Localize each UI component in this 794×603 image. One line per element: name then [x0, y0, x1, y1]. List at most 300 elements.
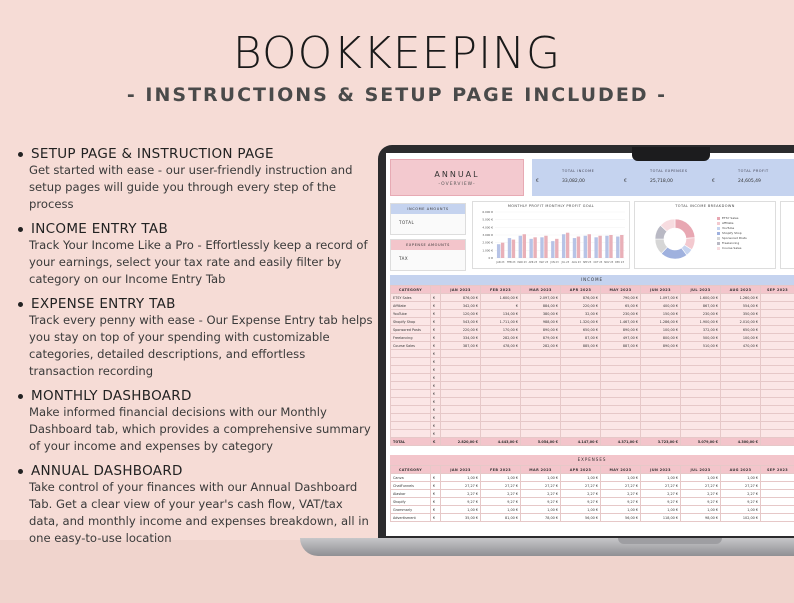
table-cell: 1,00 € [521, 474, 561, 482]
table-cell: 650,00 € [721, 326, 761, 334]
table-cell [441, 422, 481, 430]
table-cell [761, 302, 794, 310]
table-row-empty [391, 398, 794, 406]
y-tick-label: 2.000 € [482, 240, 493, 245]
column-header: MAR 2023 [521, 466, 561, 474]
table-cell: 2,27 € [601, 490, 641, 498]
table-cell: 27,27 € [561, 482, 601, 490]
table-cell: 2,27 € [441, 490, 481, 498]
legend-item [717, 236, 747, 240]
bar-1-6 [566, 233, 569, 258]
table-cell: 27,27 € [481, 482, 521, 490]
bullet-icon [18, 394, 23, 399]
table-cell: € [431, 326, 441, 334]
table-cell [641, 366, 681, 374]
bar-1-0 [501, 243, 504, 258]
table-cell: 650,00 € [561, 326, 601, 334]
table-cell: 2,27 € [721, 490, 761, 498]
table-cell: 230,00 € [601, 310, 641, 318]
table-cell [721, 374, 761, 382]
x-tick-label: NOV 23 [604, 261, 614, 264]
bar-1-8 [588, 234, 591, 258]
table-cell: 1.900,00 € [681, 318, 721, 326]
table-cell: 867,00 € [681, 302, 721, 310]
table-cell [681, 414, 721, 422]
table-cell: € [431, 342, 441, 350]
y-tick-label: 3.000 € [482, 233, 493, 237]
table-row-empty [391, 414, 794, 422]
column-header [431, 466, 441, 474]
table-cell: 470,00 € [721, 342, 761, 350]
table-cell: 876,00 € [561, 294, 601, 302]
table-cell: 120,00 € [441, 310, 481, 318]
table-cell: 500,00 € [681, 334, 721, 342]
table-cell [721, 422, 761, 430]
x-tick-label: MAR 23 [517, 261, 527, 264]
x-tick-label: DEC 23 [615, 261, 624, 264]
table-cell: 1,00 € [441, 506, 481, 514]
column-header: JUN 2023 [641, 286, 681, 294]
table-cell: 27,27 € [601, 482, 641, 490]
legend-item [717, 231, 742, 235]
legend-item [717, 241, 739, 245]
table-cell: 879,00 € [521, 334, 561, 342]
bar-0-2 [519, 236, 522, 258]
y-tick-label: 5.000 € [482, 217, 493, 222]
y-tick-label: 4.000 € [482, 225, 493, 230]
bar-0-4 [540, 237, 543, 258]
table-cell: 1,00 € [481, 506, 521, 514]
table-cell: Course Sales [391, 342, 431, 350]
table-cell: 56,00 € [561, 514, 601, 522]
table-cell [721, 358, 761, 366]
table-cell [441, 430, 481, 438]
table-cell: € [431, 310, 441, 318]
table-cell [521, 398, 561, 406]
table-cell [561, 350, 601, 358]
table-cell [521, 406, 561, 414]
table-cell: 1.600,00 € [481, 294, 521, 302]
table-cell [481, 398, 521, 406]
table-cell [761, 430, 794, 438]
table-cell [601, 382, 641, 390]
feature-title: SETUP PAGE & INSTRUCTION PAGE [31, 146, 274, 162]
table-cell [761, 506, 794, 514]
table-cell: 790,00 € [601, 294, 641, 302]
column-header: AUG 2023 [721, 286, 761, 294]
column-header: JUL 2023 [681, 466, 721, 474]
table-cell: 9,27 € [481, 498, 521, 506]
table-cell: 282,00 € [481, 334, 521, 342]
table-cell [601, 350, 641, 358]
legend-label: Course Sales [722, 246, 742, 250]
donut-chart-svg [637, 209, 717, 269]
feature-description: Get started with ease - our user-friendly instruction and setup pages will guide you through every step of the process [29, 163, 353, 211]
table-cell [721, 366, 761, 374]
table-cell [481, 390, 521, 398]
bar-0-7 [573, 238, 576, 258]
table-cell [601, 374, 641, 382]
table-cell [641, 430, 681, 438]
table-cell: 98,00 € [681, 514, 721, 522]
table-cell [601, 422, 641, 430]
table-cell: 2,27 € [481, 490, 521, 498]
table-cell [761, 294, 794, 302]
y-tick-label: 6.000 € [482, 210, 493, 214]
table-row [391, 318, 794, 326]
income-breakdown-chart [634, 201, 776, 269]
table-row [391, 302, 794, 310]
table-cell: 27,27 € [521, 482, 561, 490]
table-cell [641, 398, 681, 406]
column-header: JAN 2023 [441, 286, 481, 294]
table-cell [721, 414, 761, 422]
expense-amounts-head: EXPENSE AMOUNTS [391, 240, 465, 250]
column-header: FEB 2023 [481, 466, 521, 474]
table-cell: 230,00 € [681, 310, 721, 318]
table-cell [561, 374, 601, 382]
table-cell: 150,00 € [641, 310, 681, 318]
table-row [391, 294, 794, 302]
table-cell [481, 358, 521, 366]
table-cell: Sponsored Posts [391, 326, 431, 334]
table-cell: 282,00 € [521, 342, 561, 350]
table-cell [721, 406, 761, 414]
table-cell: 1.467,00 € [601, 318, 641, 326]
x-tick-label: JAN 23 [496, 261, 505, 264]
x-tick-label: JUN 23 [550, 261, 559, 264]
table-cell [441, 366, 481, 374]
legend-label: Shopify Shop [722, 231, 742, 235]
y-tick-label: 1.000 € [482, 248, 493, 253]
column-header: JUL 2023 [681, 286, 721, 294]
table-cell [761, 482, 794, 490]
table-cell: 5.054,00 € [521, 438, 561, 446]
table-row [391, 506, 794, 514]
table-cell [521, 350, 561, 358]
table-cell [641, 374, 681, 382]
table-cell: € [431, 422, 441, 430]
column-header: CATEGORY [391, 466, 431, 474]
table-row [391, 474, 794, 482]
table-cell: 334,00 € [441, 334, 481, 342]
column-header: AUG 2023 [721, 466, 761, 474]
bar-1-11 [620, 235, 623, 258]
table-cell: 400,00 € [641, 302, 681, 310]
x-tick-label: SEP 23 [582, 261, 592, 264]
table-cell: 988,00 € [521, 318, 561, 326]
feature-description: Take control of your finances with our Annual Dashboard Tab. Get a clear view of your year's cash flow, VAT/tax data, and monthly income and expenses breakdown, all in one easy-to-use location [29, 480, 369, 545]
table-cell [761, 406, 794, 414]
table-cell: 4.371,00 € [601, 438, 641, 446]
table-cell [761, 382, 794, 390]
table-cell: Shopify Shop [391, 318, 431, 326]
table-cell: € [431, 498, 441, 506]
table-row [391, 334, 794, 342]
camera-notch [632, 147, 710, 161]
legend-swatch [717, 217, 720, 220]
legend-swatch [717, 242, 720, 245]
table-cell: € [431, 482, 441, 490]
table-cell: € [431, 334, 441, 342]
column-header: APR 2023 [561, 466, 601, 474]
table-cell [761, 342, 794, 350]
table-cell: € [431, 474, 441, 482]
table-cell [521, 390, 561, 398]
table-cell: YouTube [391, 310, 431, 318]
income-amounts-head: INCOME AMOUNTS [391, 204, 465, 214]
table-row-empty [391, 382, 794, 390]
table-cell: 1,00 € [681, 506, 721, 514]
feature-description: Make informed financial decisions with our Monthly Dashboard tab, which provides a comprehensive summary of your income and expenses by category [29, 405, 371, 453]
table-cell: 2.010,00 € [721, 318, 761, 326]
table-cell [561, 398, 601, 406]
table-cell [441, 350, 481, 358]
column-header: JUN 2023 [641, 466, 681, 474]
table-cell: Alaskar [391, 490, 431, 498]
table-cell: 9,27 € [641, 498, 681, 506]
table-cell [681, 390, 721, 398]
table-cell [641, 414, 681, 422]
table-cell: € [431, 350, 441, 358]
table-cell: 1,00 € [561, 506, 601, 514]
table-row [391, 482, 794, 490]
table-cell [761, 398, 794, 406]
feature-title: ANNUAL DASHBOARD [31, 463, 183, 479]
kpi-currency: € [712, 179, 715, 184]
table-cell [481, 430, 521, 438]
table-cell: 1.600,00 € [681, 294, 721, 302]
table-row [391, 514, 794, 522]
feature-income-entry [18, 221, 373, 288]
table-cell: 1,00 € [721, 506, 761, 514]
table-cell [441, 382, 481, 390]
table-cell: € [431, 374, 441, 382]
table-cell: 27,27 € [721, 482, 761, 490]
table-row [391, 310, 794, 318]
table-cell: 56,00 € [601, 514, 641, 522]
expenses-section-header: EXPENSES [390, 455, 794, 465]
expenses-table [390, 465, 794, 522]
table-cell [761, 422, 794, 430]
chart-title: MONTHLY PROFIT MONTHLY PROFIT GOAL [507, 204, 595, 208]
table-row-empty [391, 430, 794, 438]
table-cell: 380,00 € [521, 310, 561, 318]
table-cell [681, 422, 721, 430]
bar-1-4 [544, 236, 547, 258]
table-cell: 4.147,00 € [561, 438, 601, 446]
table-cell [561, 358, 601, 366]
table-cell: 3.723,00 € [641, 438, 681, 446]
table-cell [761, 310, 794, 318]
table-cell [721, 350, 761, 358]
table-cell [601, 430, 641, 438]
page-subtitle: - INSTRUCTIONS & SETUP PAGE INCLUDED - [126, 84, 668, 106]
table-cell: 1,00 € [641, 474, 681, 482]
x-tick-label: AUG 23 [571, 261, 581, 264]
table-cell [641, 422, 681, 430]
table-cell [601, 406, 641, 414]
legend-label: ETSY Sales [722, 216, 739, 220]
feature-annual-dashboard [18, 463, 373, 547]
table-cell: 102,00 € [721, 514, 761, 522]
table-cell [481, 374, 521, 382]
table-cell [391, 430, 431, 438]
x-tick-label: FEB 23 [507, 261, 516, 264]
table-cell [681, 350, 721, 358]
table-cell: € [431, 366, 441, 374]
table-row [391, 490, 794, 498]
bar-0-6 [562, 234, 565, 258]
table-cell: Grammarly [391, 506, 431, 514]
table-cell [761, 326, 794, 334]
table-row-empty [391, 390, 794, 398]
annual-subtitle: -OVERVIEW- [438, 182, 476, 187]
table-cell: 220,00 € [561, 302, 601, 310]
legend-label: Sponsored Posts [722, 236, 747, 240]
table-cell: ChatFunnels [391, 482, 431, 490]
table-cell: € [431, 406, 441, 414]
table-cell: 2.820,00 € [441, 438, 481, 446]
table-cell: 1,00 € [721, 474, 761, 482]
table-cell [761, 490, 794, 498]
table-cell: € [431, 398, 441, 406]
table-cell [391, 422, 431, 430]
table-cell: Affiliate [391, 302, 431, 310]
table-cell: 2,27 € [641, 490, 681, 498]
bar-0-11 [616, 237, 619, 258]
table-cell [761, 438, 794, 446]
feature-monthly-dashboard [18, 388, 373, 455]
legend-label: Affiliate [722, 221, 734, 225]
table-cell [681, 430, 721, 438]
income-section-header: INCOME [390, 275, 794, 285]
table-cell [681, 358, 721, 366]
table-cell [681, 366, 721, 374]
table-row [391, 498, 794, 506]
table-cell: 32,00 € [561, 310, 601, 318]
table-cell: 170,00 € [481, 326, 521, 334]
bar-0-9 [594, 237, 597, 258]
table-cell: Canva [391, 474, 431, 482]
bar-chart-svg [473, 202, 629, 268]
table-cell [391, 366, 431, 374]
table-cell: 118,00 € [641, 514, 681, 522]
table-cell: 350,00 € [721, 310, 761, 318]
legend-swatch [717, 227, 720, 230]
table-cell: 884,00 € [521, 302, 561, 310]
table-cell [761, 414, 794, 422]
table-cell: 5.079,00 € [681, 438, 721, 446]
bar-0-1 [508, 238, 511, 258]
kpi-value: 25,718,00 [650, 179, 673, 184]
table-cell [761, 374, 794, 382]
table-cell: 1.711,00 € [481, 318, 521, 326]
table-cell: 9,27 € [721, 498, 761, 506]
legend-swatch [717, 232, 720, 235]
table-cell: € [431, 438, 441, 446]
table-header-row [391, 286, 794, 294]
table-cell: 1,00 € [521, 506, 561, 514]
kpi-total-profit [708, 159, 794, 196]
bar-0-3 [529, 239, 532, 258]
legend-item [717, 246, 741, 250]
table-cell [441, 398, 481, 406]
table-cell [601, 414, 641, 422]
kpi-label: TOTAL INCOME [562, 169, 595, 173]
table-cell: 1,00 € [601, 474, 641, 482]
table-cell [391, 374, 431, 382]
table-cell: TOTAL [391, 438, 431, 446]
feature-title: INCOME ENTRY TAB [31, 221, 169, 237]
table-cell [761, 318, 794, 326]
table-cell: 27,27 € [641, 482, 681, 490]
x-tick-label: JUL 23 [561, 261, 570, 264]
income-table [390, 285, 794, 446]
table-cell: € [431, 390, 441, 398]
feature-list [18, 146, 373, 555]
table-cell: € [431, 430, 441, 438]
table-cell [521, 414, 561, 422]
laptop-screen [386, 153, 794, 536]
table-cell [721, 398, 761, 406]
y-tick-label: 0 € [488, 256, 493, 260]
table-cell: 2,27 € [681, 490, 721, 498]
table-cell [641, 382, 681, 390]
table-cell [561, 406, 601, 414]
table-cell [641, 350, 681, 358]
table-cell [601, 398, 641, 406]
table-cell: € [431, 514, 441, 522]
donut-slice-0 [675, 219, 695, 238]
column-header [431, 286, 441, 294]
table-cell: 87,00 € [561, 334, 601, 342]
table-cell: 9,27 € [561, 498, 601, 506]
table-cell: 1.320,00 € [561, 318, 601, 326]
table-cell: 9,27 € [681, 498, 721, 506]
table-cell [481, 422, 521, 430]
table-row-empty [391, 422, 794, 430]
table-cell [391, 414, 431, 422]
table-cell [761, 498, 794, 506]
table-cell: 1,00 € [681, 474, 721, 482]
table-cell [441, 414, 481, 422]
table-cell: 1,00 € [481, 474, 521, 482]
table-cell [441, 374, 481, 382]
table-cell [521, 382, 561, 390]
table-cell: 890,00 € [521, 326, 561, 334]
table-row [391, 326, 794, 334]
table-row-empty [391, 366, 794, 374]
table-row-empty [391, 406, 794, 414]
kpi-label: TOTAL EXPENSES [650, 169, 688, 173]
table-cell [641, 358, 681, 366]
table-cell [391, 406, 431, 414]
table-cell [481, 366, 521, 374]
table-cell: 100,00 € [721, 334, 761, 342]
table-cell [721, 382, 761, 390]
table-cell [641, 390, 681, 398]
table-cell [391, 382, 431, 390]
table-cell [481, 406, 521, 414]
legend-item [717, 221, 733, 225]
table-cell [761, 334, 794, 342]
table-cell: 885,00 € [561, 342, 601, 350]
table-cell: 65,00 € [601, 302, 641, 310]
bar-1-1 [512, 240, 515, 258]
table-cell: 9,27 € [601, 498, 641, 506]
table-cell: 876,00 € [441, 294, 481, 302]
